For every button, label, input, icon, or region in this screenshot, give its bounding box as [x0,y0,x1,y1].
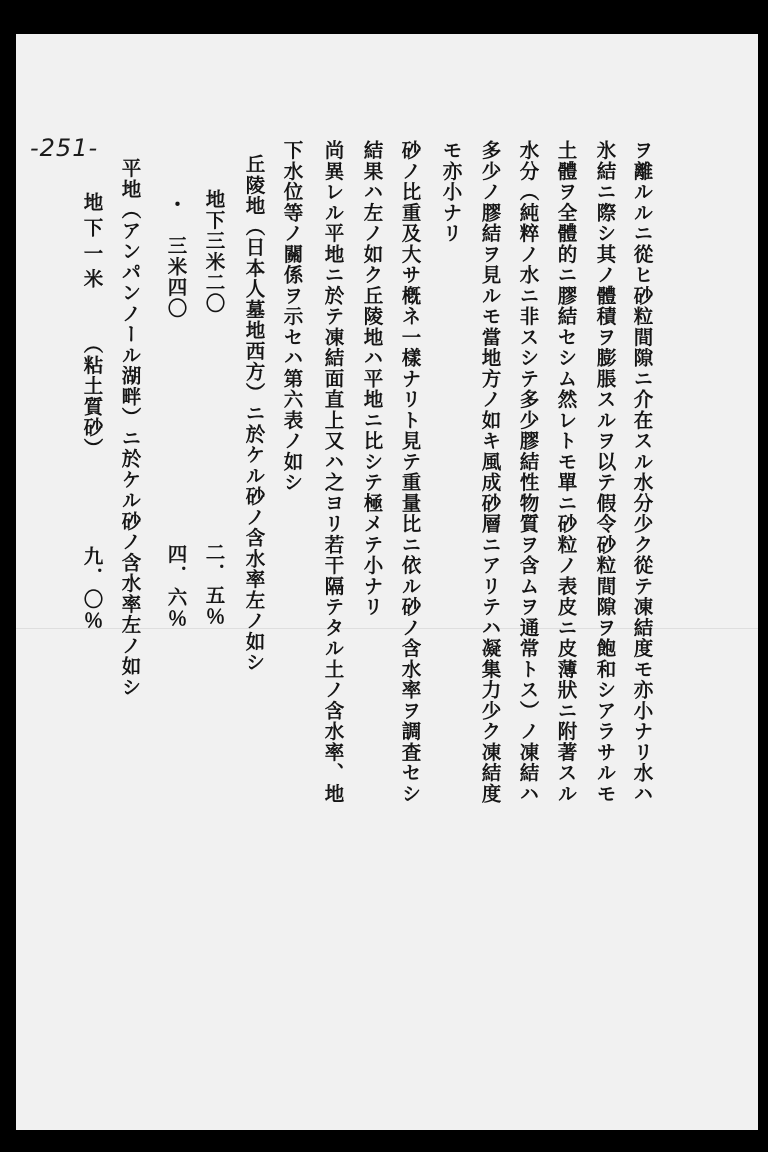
text-line-2: 氷結ニ際シ其ノ體積ヲ膨脹スルヲ以テ假令砂粒間隙ヲ飽和シアラサルモ [593,140,617,804]
document-page [16,34,758,1130]
text-line-6: モ亦小ナリ [439,140,463,244]
text-line-10: 下水位等ノ關係ヲ示セハ第六表ノ如シ [280,140,304,493]
text-line-7: 砂ノ比重及大サ槪ネ一樣ナリト見テ重量比ニ依ル砂ノ含水率ヲ調査セシ [398,140,422,804]
text-line-3: 土體ヲ全體的ニ膠結セシム然レトモ單ニ砂粒ノ表皮ニ皮薄狀ニ附著スル [554,140,578,804]
text-line-8: 結果ハ左ノ如ク丘陵地ハ平地ニ比シテ極メテ小ナリ [360,140,384,618]
text-line-1: ヲ離ルルニ從ヒ砂粒間隙ニ介在スル水分少ク從テ凍結度モ亦小ナリ水ハ [630,140,654,804]
text-line-9: 尚異レル平地ニ於テ凍結面直上又ハ之ヨリ若干隔テタル土ノ含水率、地 [321,140,345,804]
page-number: -251- [30,134,99,162]
plain-measurement-label: 地下一米 [80,192,104,294]
measurement-label-2: ・ 三米四〇 [164,194,188,319]
plain-measurement-value: 九．〇％ [80,546,104,632]
plain-measurement-note: （粘土質砂） [80,334,104,459]
text-line-5: 多少ノ膠結ヲ見ルモ當地方ノ如キ風成砂層ニアリテハ凝集力少ク凍結度 [478,140,502,804]
text-line-4: 水分（純粹ノ水ニ非スシテ多少膠結性物質ヲ含ムヲ通常トス）ノ凍結ハ [516,140,540,804]
measurement-value-2: 四．六％ [164,544,188,630]
measurement-value-1: 二．五％ [202,542,226,628]
text-line-11: 丘陵地（日本人墓地西方）ニ於ケル砂ノ含水率左ノ如シ [242,154,266,673]
measurement-label-1: 地下三米二〇 [202,189,226,314]
plain-heading: 平地（アンパンノール湖畔）ニ於ケル砂ノ含水率左ノ如シ [118,158,142,698]
